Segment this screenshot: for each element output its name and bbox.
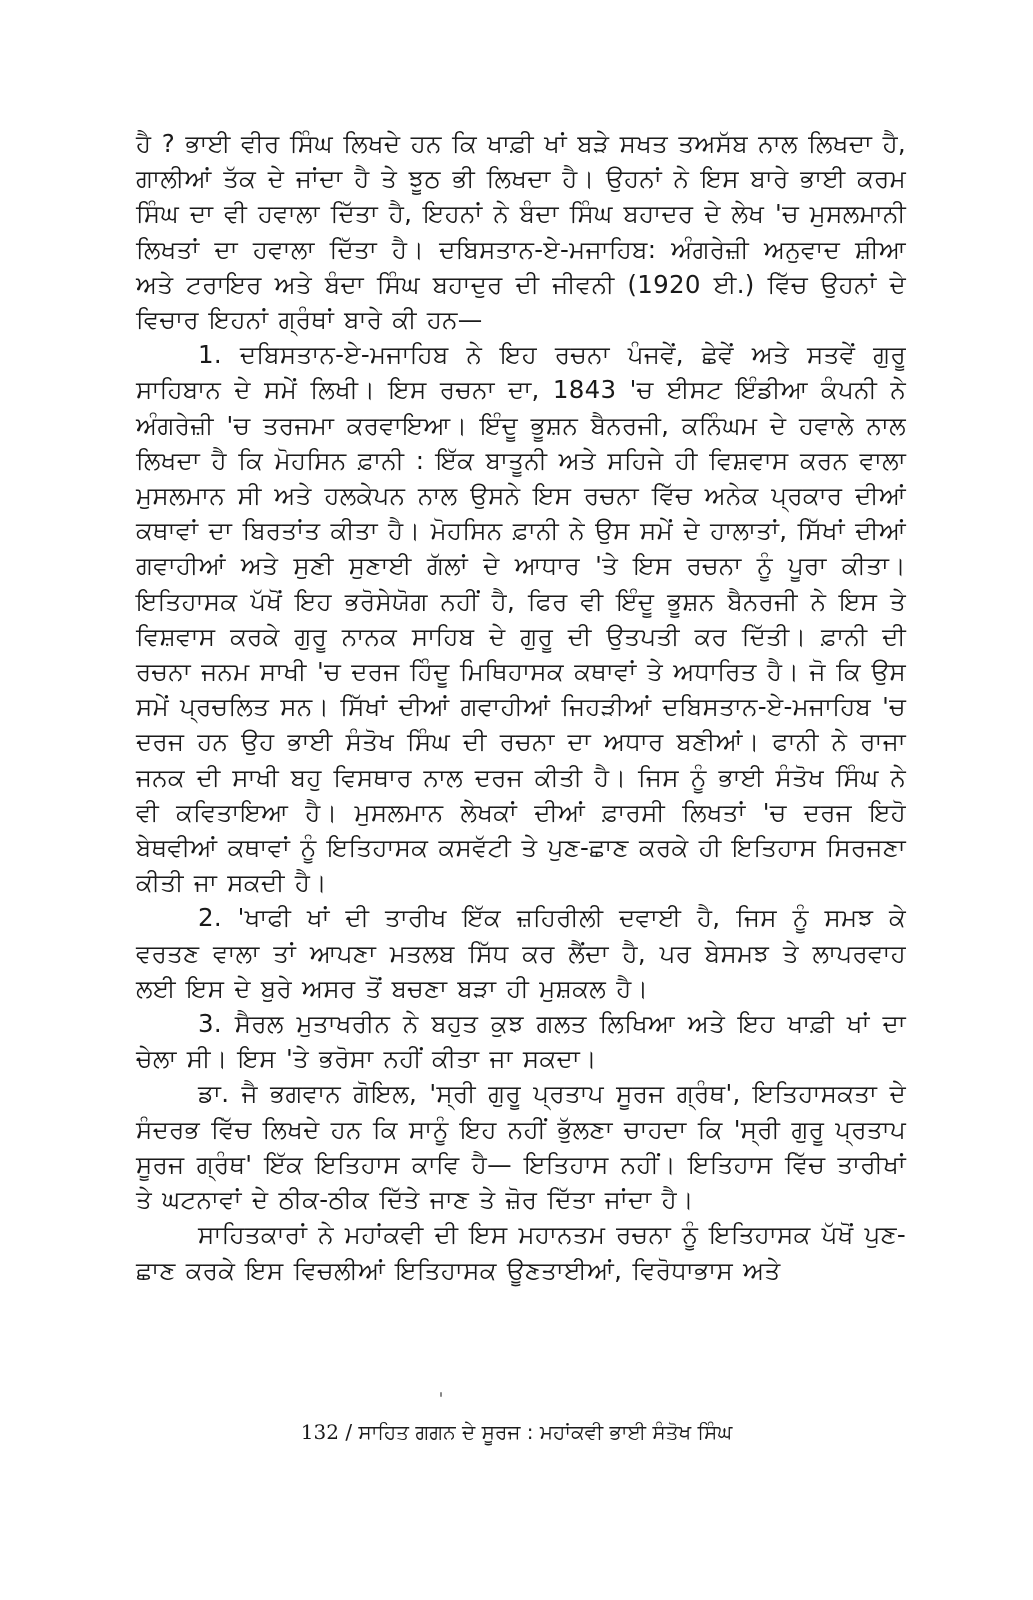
paragraph-point-3: 3. ਸੈਰਲ ਮੁਤਾਖਰੀਨ ਨੇ ਬਹੁਤ ਕੁਝ ਗਲਤ ਲਿਖਿਆ ਅਤੇ ਇਹ ਖਾਫ਼ੀ ਖਾਂ ਦਾ ਚੇਲਾ ਸੀ। ਇਸ 'ਤੇ ਭਰੋਸਾ ਨਹੀਂ ਕੀਤਾ ਜਾ ਸਕਦਾ। — [136, 1009, 906, 1074]
paragraph-point-1: 1. ਦਬਿਸਤਾਨ-ਏ-ਮਜਾਹਿਬ ਨੇ ਇਹ ਰਚਨਾ ਪੰਜਵੇਂ, ਛੇਵੇਂ ਅਤੇ ਸਤਵੇਂ ਗੁਰੂ ਸਾਹਿਬਾਨ ਦੇ ਸਮੇਂ ਲਿਖੀ। ਇਸ ਰਚਨਾ ਦਾ, 1843 'ਚ ਈਸਟ ਇੰਡੀਆ ਕੰਪਨੀ ਨੇ ਅੰਗਰੇਜ਼ੀ 'ਚ ਤਰਜਮਾ ਕਰਵਾਇਆ। ਇੰਦੂ ਭੂਸ਼ਨ ਬੈਨਰਜੀ, ਕਨਿੰਘਮ ਦੇ ਹਵਾਲੇ ਨਾਲ ਲਿਖਦਾ ਹੈ ਕਿ ਮੋਹਸਿਨ ਫ਼ਾਨੀ : ਇੱਕ ਬਾਤੂਨੀ ਅਤੇ ਸਹਿਜੇ ਹੀ ਵਿਸ਼ਵਾਸ ਕਰਨ ਵਾਲਾ ਮੁਸਲਮਾਨ ਸੀ ਅਤੇ ਹਲਕੇਪਨ ਨਾਲ ਉਸਨੇ ਇਸ ਰਚਨਾ ਵਿੱਚ ਅਨੇਕ ਪ੍ਰਕਾਰ ਦੀਆਂ ਕਥਾਵਾਂ ਦਾ ਬਿਰਤਾਂਤ ਕੀਤਾ ਹੈ। ਮੋਹਸਿਨ ਫ਼ਾਨੀ ਨੇ ਉਸ ਸਮੇਂ ਦੇ ਹਾਲਾਤਾਂ, ਸਿੱਖਾਂ ਦੀਆਂ ਗਵਾਹੀਆਂ ਅਤੇ ਸੁਣੀ ਸੁਣਾਈ ਗੱਲਾਂ ਦੇ ਆਧਾਰ 'ਤੇ ਇਸ ਰਚਨਾ ਨੂੰ ਪੂਰਾ ਕੀਤਾ। ਇਤਿਹਾਸਕ ਪੱਖੋਂ ਇਹ ਭਰੋਸੇਯੋਗ ਨਹੀਂ ਹੈ, ਫਿਰ ਵੀ ਇੰਦੂ ਭੂਸ਼ਨ ਬੈਨਰਜੀ ਨੇ ਇਸ ਤੇ ਵਿਸ਼ਵਾਸ ਕਰਕੇ ਗੁਰੂ ਨਾਨਕ ਸਾਹਿਬ ਦੇ ਗੁਰੂ ਦੀ ਉਤਪਤੀ ਕਰ ਦਿੱਤੀ। ਫ਼ਾਨੀ ਦੀ ਰਚਨਾ ਜਨਮ ਸਾਖੀ 'ਚ ਦਰਜ ਹਿੰਦੂ ਮਿਥਿਹਾਸਕ ਕਥਾਵਾਂ ਤੇ ਅਧਾਰਿਤ ਹੈ। ਜੋ ਕਿ ਉਸ ਸਮੇਂ ਪ੍ਰਚਲਿਤ ਸਨ। ਸਿੱਖਾਂ ਦੀਆਂ ਗਵਾਹੀਆਂ ਜਿਹੜੀਆਂ ਦਬਿਸਤਾਨ-ਏ-ਮਜਾਹਿਬ 'ਚ ਦਰਜ ਹਨ ਉਹ ਭਾਈ ਸੰਤੋਖ ਸਿੰਘ ਦੀ ਰਚਨਾ ਦਾ ਅਧਾਰ ਬਣੀਆਂ। ਫਾਨੀ ਨੇ ਰਾਜਾ ਜਨਕ ਦੀ ਸਾਖੀ ਬਹੁ ਵਿਸਥਾਰ ਨਾਲ ਦਰਜ ਕੀਤੀ ਹੈ। ਜਿਸ ਨੂੰ ਭਾਈ ਸੰਤੋਖ ਸਿੰਘ ਨੇ ਵੀ ਕਵਿਤਾਇਆ ਹੈ। ਮੁਸਲਮਾਨ ਲੇਖਕਾਂ ਦੀਆਂ ਫ਼ਾਰਸੀ ਲਿਖਤਾਂ 'ਚ ਦਰਜ ਇਹੋ ਬੇਥਵੀਆਂ ਕਥਾਵਾਂ ਨੂੰ ਇਤਿਹਾਸਕ ਕਸਵੱਟੀ ਤੇ ਪੁਣ-ਛਾਣ ਕਰਕੇ ਹੀ ਇਤਿਹਾਸ ਸਿਰਜਣਾ ਕੀਤੀ ਜਾ ਸਕਦੀ ਹੈ। — [136, 340, 906, 898]
body-text — [136, 126, 906, 1288]
footer-separator: / — [338, 1420, 359, 1444]
page-number: 132 — [300, 1420, 339, 1444]
footer-book-title: ਸਾਹਿਤ ਗਗਨ ਦੇ ਸੂਰਜ : ਮਹਾਂਕਵੀ ਭਾਈ ਸੰਤੋਖ ਸਿੰਘ — [358, 1420, 733, 1444]
scan-speck — [440, 1392, 442, 1397]
paragraph-point-2: 2. 'ਖਾਫੀ ਖਾਂ ਦੀ ਤਾਰੀਖ ਇੱਕ ਜ਼ਹਿਰੀਲੀ ਦਵਾਈ ਹੈ, ਜਿਸ ਨੂੰ ਸਮਝ ਕੇ ਵਰਤਣ ਵਾਲਾ ਤਾਂ ਆਪਣਾ ਮਤਲਬ ਸਿੱਧ ਕਰ ਲੈਂਦਾ ਹੈ, ਪਰ ਬੇਸਮਝ ਤੇ ਲਾਪਰਵਾਹ ਲਈ ਇਸ ਦੇ ਬੁਰੇ ਅਸਰ ਤੋਂ ਬਚਣਾ ਬੜਾ ਹੀ ਮੁਸ਼ਕਲ ਹੈ। — [136, 903, 906, 1003]
paragraph-sahitkar: ਸਾਹਿਤਕਾਰਾਂ ਨੇ ਮਹਾਂਕਵੀ ਦੀ ਇਸ ਮਹਾਨਤਮ ਰਚਨਾ ਨੂੰ ਇਤਿਹਾਸਕ ਪੱਖੋਂ ਪੁਣ-ਛਾਣ ਕਰਕੇ ਇਸ ਵਿਚਲੀਆਂ ਇਤਿਹਾਸਕ ਊਣਤਾਈਆਂ, ਵਿਰੋਧਾਭਾਸ ਅਤੇ — [136, 1220, 906, 1285]
paragraph-goel: ਡਾ. ਜੈ ਭਗਵਾਨ ਗੋਇਲ, 'ਸ੍ਰੀ ਗੁਰੂ ਪ੍ਰਤਾਪ ਸੂਰਜ ਗ੍ਰੰਥ', ਇਤਿਹਾਸਕਤਾ ਦੇ ਸੰਦਰਭ ਵਿੱਚ ਲਿਖਦੇ ਹਨ ਕਿ ਸਾਨੂੰ ਇਹ ਨਹੀਂ ਭੁੱਲਣਾ ਚਾਹਦਾ ਕਿ 'ਸ੍ਰੀ ਗੁਰੂ ਪ੍ਰਤਾਪ ਸੂਰਜ ਗ੍ਰੰਥ' ਇੱਕ ਇਤਿਹਾਸ ਕਾਵਿ ਹੈ— ਇਤਿਹਾਸ ਨਹੀਂ। ਇਤਿਹਾਸ ਵਿੱਚ ਤਾਰੀਖਾਂ ਤੇ ਘਟਨਾਵਾਂ ਦੇ ਠੀਕ-ਠੀਕ ਦਿੱਤੇ ਜਾਣ ਤੇ ਜ਼ੋਰ ਦਿੱਤਾ ਜਾਂਦਾ ਹੈ। — [136, 1079, 906, 1215]
paragraph-intro: ਹੈ ? ਭਾਈ ਵੀਰ ਸਿੰਘ ਲਿਖਦੇ ਹਨ ਕਿ ਖਾਫ਼ੀ ਖਾਂ ਬੜੇ ਸਖਤ ਤਅਸੱਬ ਨਾਲ ਲਿਖਦਾ ਹੈ, ਗਾਲੀਆਂ ਤੱਕ ਦੇ ਜਾਂਦਾ ਹੈ ਤੇ ਝੂਠ ਭੀ ਲਿਖਦਾ ਹੈ। ਉਹਨਾਂ ਨੇ ਇਸ ਬਾਰੇ ਭਾਈ ਕਰਮ ਸਿੰਘ ਦਾ ਵੀ ਹਵਾਲਾ ਦਿੱਤਾ ਹੈ, ਇਹਨਾਂ ਨੇ ਬੰਦਾ ਸਿੰਘ ਬਹਾਦਰ ਦੇ ਲੇਖ 'ਚ ਮੁਸਲਮਾਨੀ ਲਿਖਤਾਂ ਦਾ ਹਵਾਲਾ ਦਿੱਤਾ ਹੈ। ਦਬਿਸਤਾਨ-ਏ-ਮਜਾਹਿਬ: ਅੰਗਰੇਜ਼ੀ ਅਨੁਵਾਦ ਸ਼ੀਆ ਅਤੇ ਟਰਾਇਰ ਅਤੇ ਬੰਦਾ ਸਿੰਘ ਬਹਾਦੁਰ ਦੀ ਜੀਵਨੀ (1920 ਈ.) ਵਿੱਚ ਉਹਨਾਂ ਦੇ ਵਿਚਾਰ ਇਹਨਾਂ ਗ੍ਰੰਥਾਂ ਬਾਰੇ ਕੀ ਹਨ— — [136, 129, 906, 335]
page-footer — [0, 1418, 1033, 1446]
